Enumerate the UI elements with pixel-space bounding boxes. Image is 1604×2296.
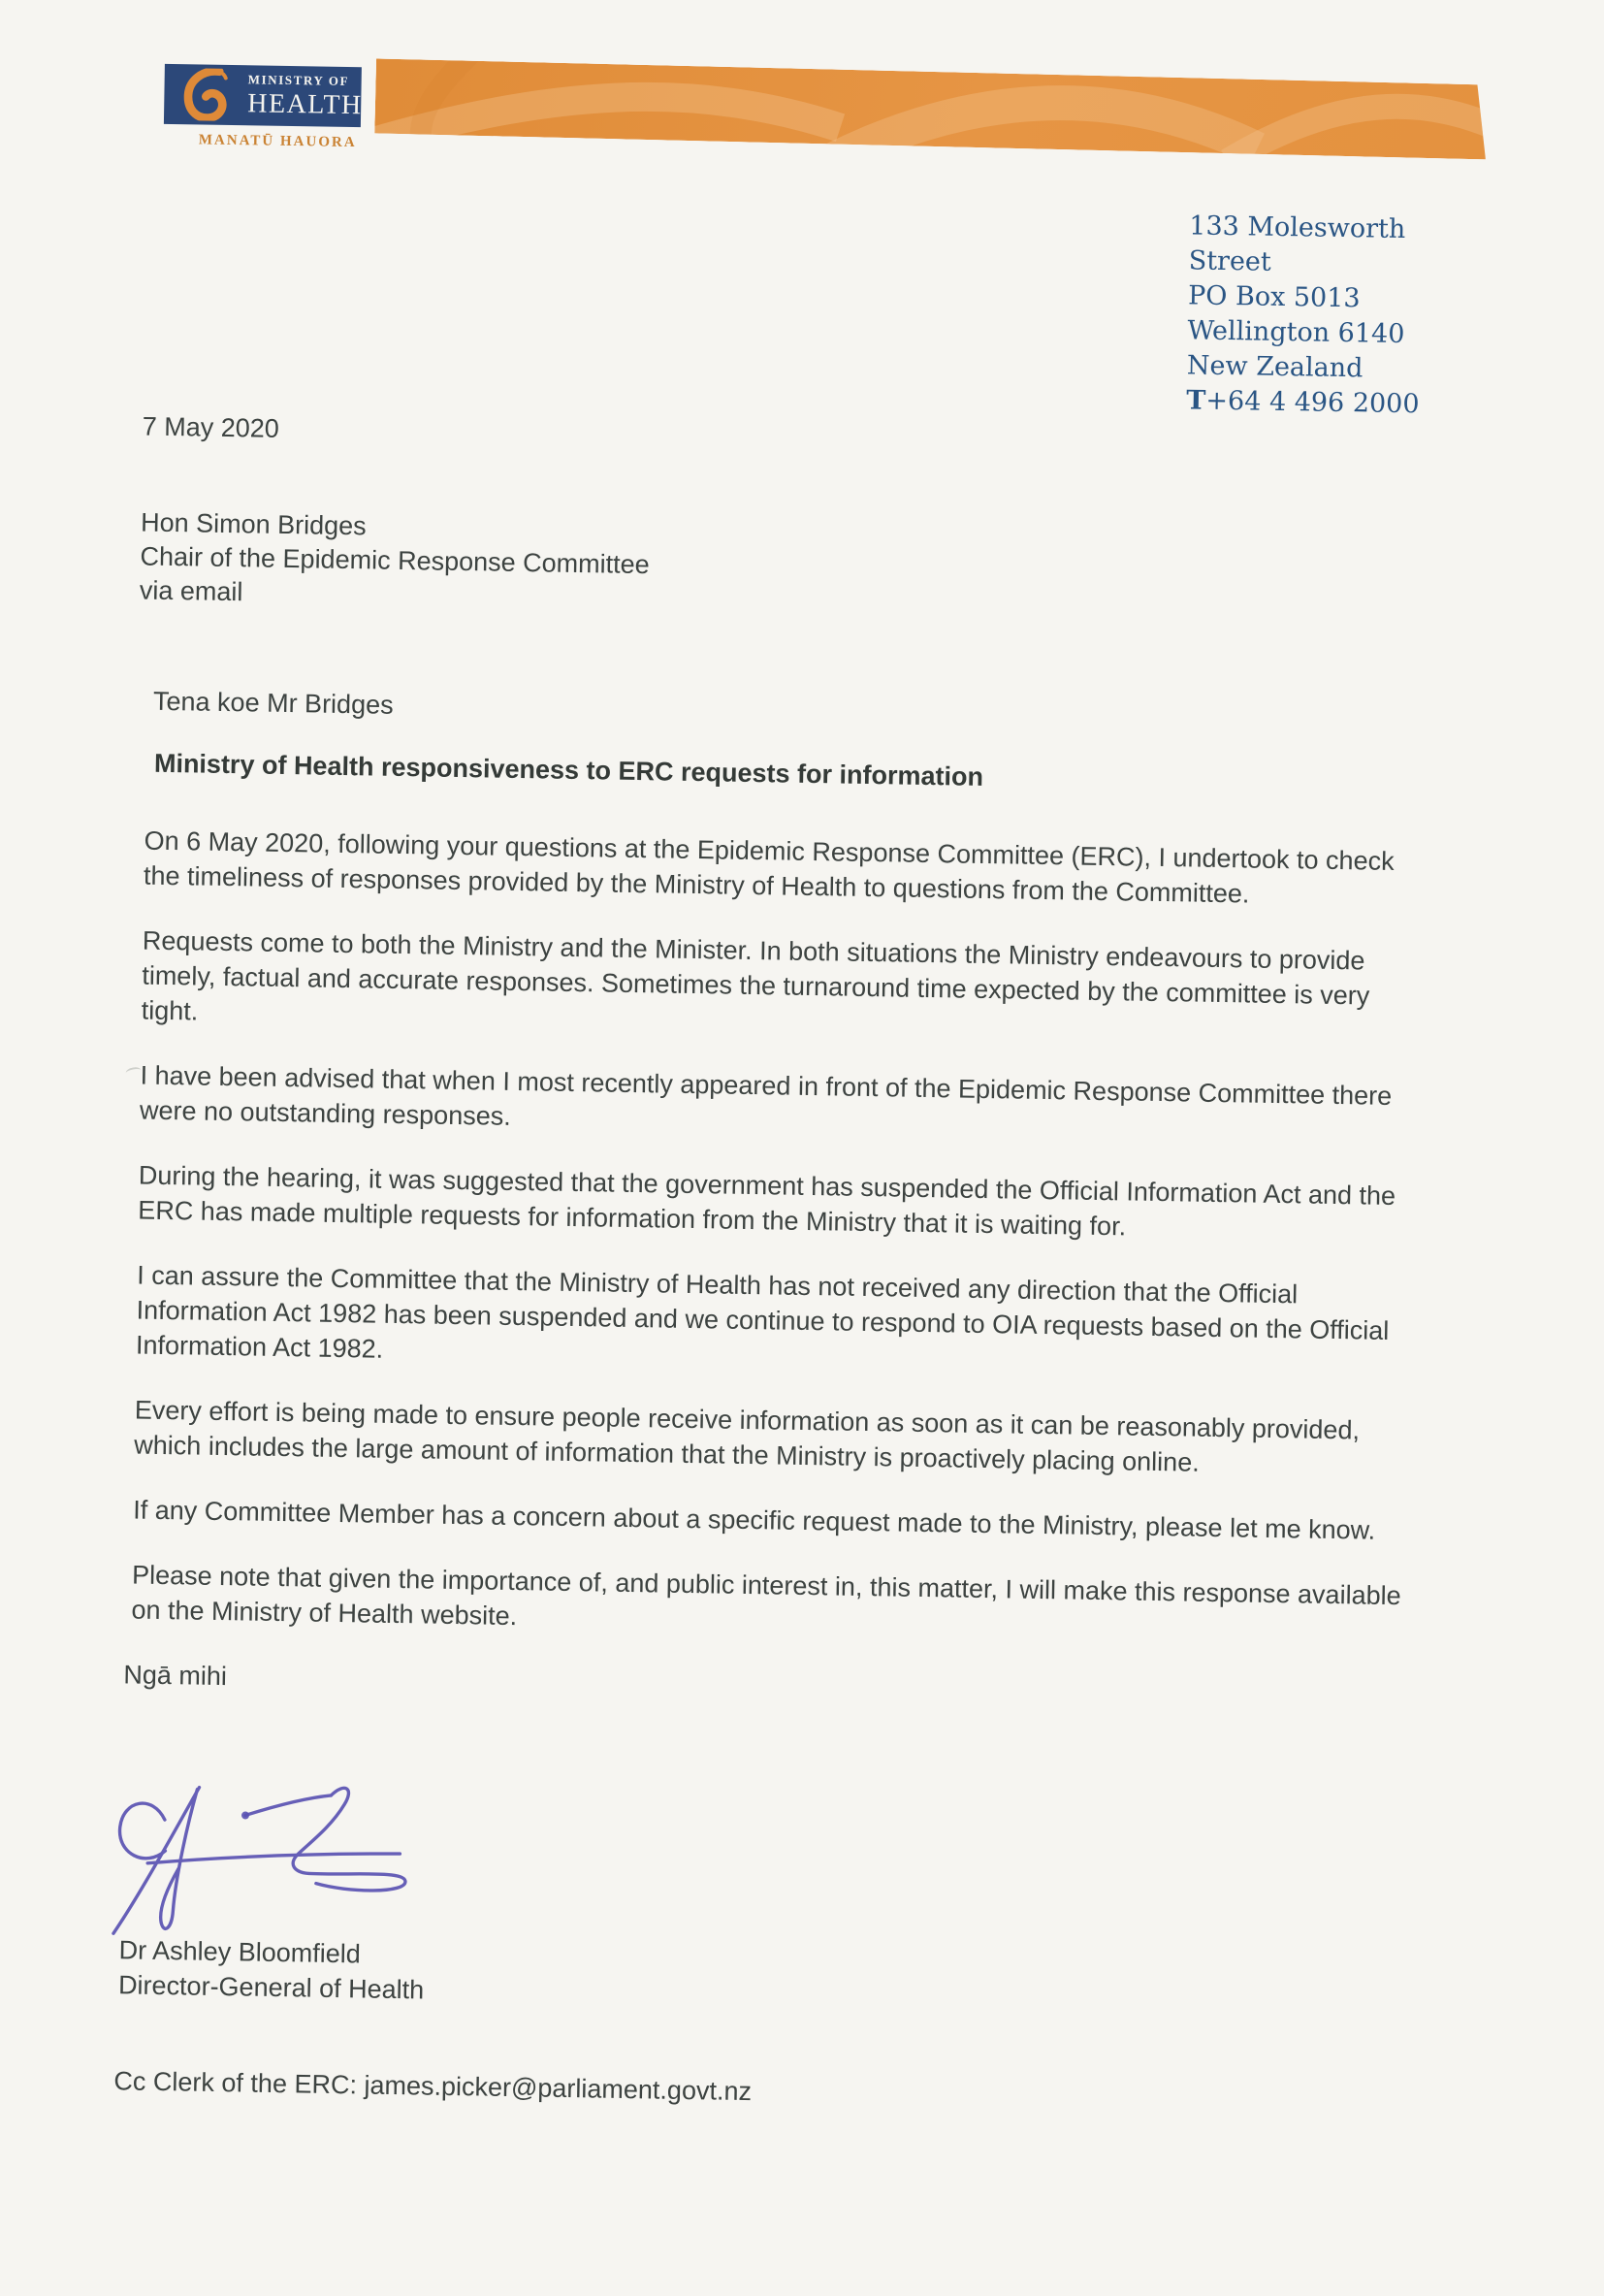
paragraph-3: I have been advised that when I most recently appeared in front of the Epidemic Response Committee there were no outstanding responses. (139, 1060, 1393, 1131)
logo-text (247, 72, 363, 121)
recipient-role: Chair of the Epidemic Response Committee (140, 541, 650, 580)
letterhead-banner (374, 58, 1487, 159)
paragraph-5: I can assure the Committee that the Ministry of Health has not received any direction that the Official Information Act 1982 has been suspended and we continue to respond to OIA requests based on the Official Information Act 1982. (135, 1260, 1390, 1364)
signatory-title: Director-General of Health (117, 1970, 425, 2005)
signature-ink (110, 1780, 425, 1948)
signatory-name: Dr Ashley Bloomfield (118, 1935, 362, 1969)
signatory-block (118, 1932, 425, 2007)
closing: Ngā mihi (123, 1660, 228, 1692)
phone-label: T (1186, 385, 1206, 416)
subject-line: Ministry of Health responsiveness to ERC requests for information (153, 748, 984, 792)
paragraph-7: If any Committee Member has a concern about a specific request made to the Ministry, please let me know. (132, 1495, 1376, 1545)
recipient-delivery: via email (139, 575, 243, 607)
cc-line: Cc Clerk of the ERC: james.picker@parliament.govt.nz (113, 2066, 753, 2107)
paragraph-6: Every effort is being made to ensure people receive information as soon as it can be reasonably provided, which includes the large amount of information that the Ministry is proactively placing online. (134, 1395, 1361, 1477)
phone-number: +64 4 496 2000 (1205, 385, 1420, 420)
ink-dot (241, 1811, 249, 1819)
ministry-of-health-logo (164, 64, 362, 127)
banner-koru-pattern (374, 58, 1487, 159)
address-line: 133 Molesworth (1189, 210, 1406, 245)
koru-icon (181, 68, 229, 121)
logo-subtitle: MANATŪ HAUORA (198, 132, 357, 151)
address-line: Street (1188, 245, 1272, 277)
letterhead-address (1186, 209, 1423, 422)
logo-line1: MINISTRY OF (247, 72, 350, 88)
address-line: New Zealand (1186, 350, 1363, 384)
letter-body (0, 821, 1590, 1716)
recipient-name: Hon Simon Bridges (140, 507, 367, 541)
address-line: Wellington 6140 (1187, 315, 1405, 350)
paragraph-2: Requests come to both the Ministry and the Minister. In both situations the Ministry endeavours to provide timely, factual and accurate responses. Sometimes the turnaround time expected by the committee is very tight. (141, 925, 1370, 1026)
paragraph-1: On 6 May 2020, following your questions at the Epidemic Response Committee (ERC), I undertook to check the timeliness of responses provided by the Ministry of Health to questions from the Committee. (143, 825, 1395, 909)
greeting: Tena koe Mr Bridges (152, 686, 394, 720)
recipient-block (140, 505, 651, 616)
phone-line (1186, 383, 1420, 422)
paragraph-8: Please note that given the importance of, and public interest in, this matter, I will make this response available on the Ministry of Health website. (131, 1560, 1401, 1632)
paragraph-4: During the hearing, it was suggested that the government has suspended the Official Information Act and the ERC has made multiple requests for information from the Ministry that it is waiting for. (138, 1160, 1396, 1242)
logo-line2: HEALTH (247, 88, 363, 121)
address-line: PO Box 5013 (1187, 280, 1361, 314)
letter-date: 7 May 2020 (142, 411, 280, 443)
